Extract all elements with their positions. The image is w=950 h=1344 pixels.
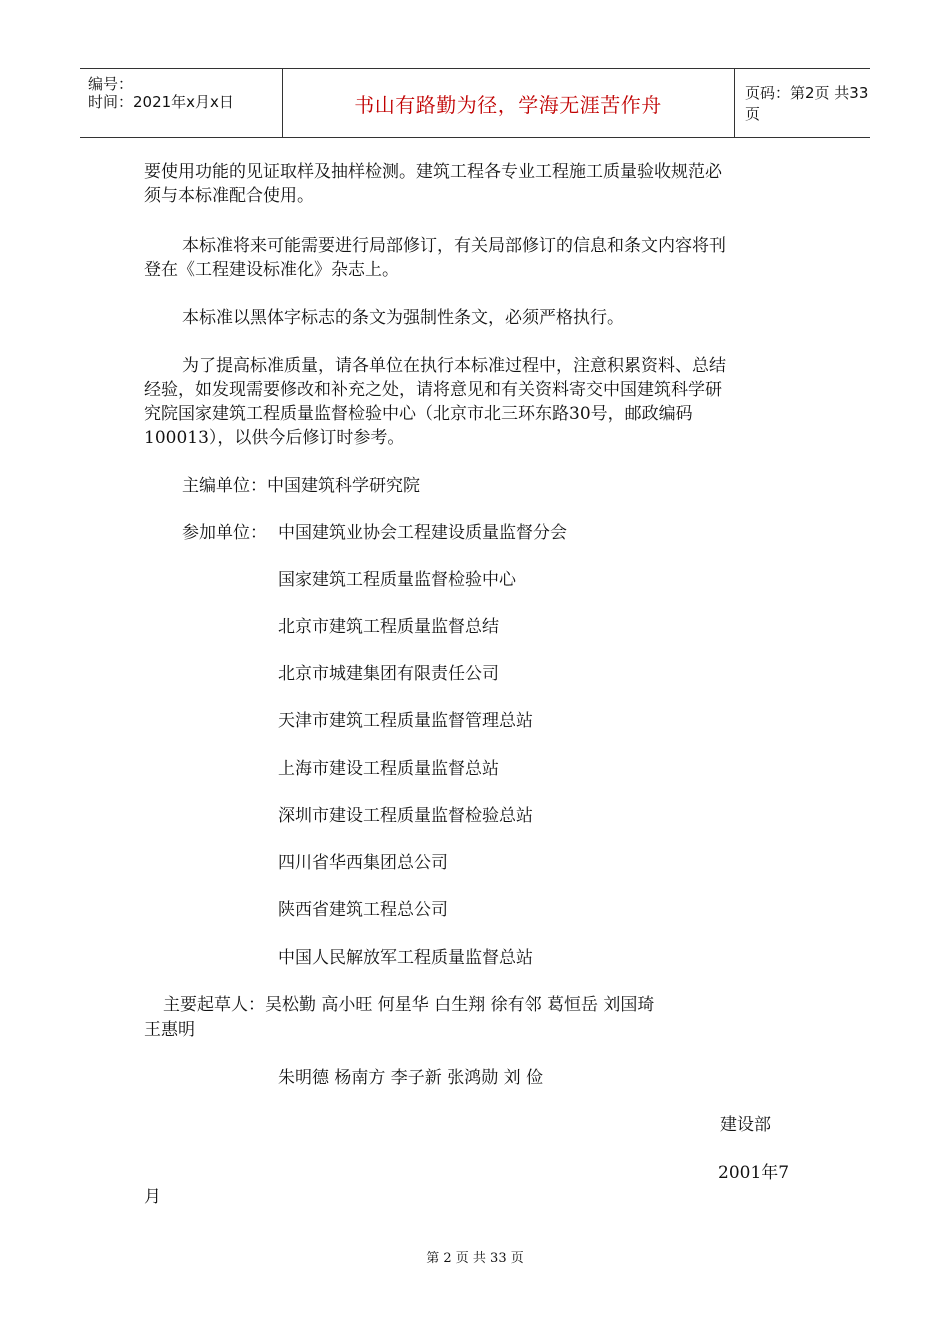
paragraph-line: 本标准将来可能需要进行局部修订，有关局部修订的信息和条文内容将刊 (182, 236, 726, 256)
header-meta (80, 69, 283, 137)
participant-item: 北京市建筑工程质量监督总结 (278, 617, 499, 637)
paragraph-line: 要使用功能的见证取样及抽样检测。建筑工程各专业工程施工质量验收规范必 (144, 162, 722, 182)
page-footer: 第 2 页 共 33 页 (426, 1251, 524, 1266)
chief-unit: 主编单位：中国建筑科学研究院 (182, 476, 420, 496)
participant-item: 陕西省建筑工程总公司 (278, 900, 448, 920)
paragraph-line: 本标准以黑体字标志的条文为强制性条文，必须严格执行。 (182, 308, 624, 328)
issuer: 建设部 (720, 1115, 771, 1135)
participant-item: 上海市建设工程质量监督总站 (278, 759, 499, 779)
participant-item: 国家建筑工程质量监督检验中心 (278, 570, 516, 590)
drafters-line: 王惠明 (144, 1020, 195, 1040)
header-motto-cell (282, 69, 735, 137)
paragraph-line: 100013），以供今后修订时参考。 (144, 428, 405, 448)
issue-date: 2001年7 (718, 1163, 790, 1183)
issue-date-month: 月 (144, 1187, 161, 1207)
document-time: 时间：2021年x月x日 (88, 93, 234, 111)
paragraph-line: 经验，如发现需要修改和补充之处，请将意见和有关资料寄交中国建筑科学研 (144, 380, 722, 400)
paragraph-line: 为了提高标准质量，请各单位在执行本标准过程中，注意积累资料、总结 (182, 356, 726, 376)
paragraph-line: 须与本标准配合使用。 (144, 186, 314, 206)
page-header (80, 68, 870, 138)
header-page-info: 页码：第2页 共33页 (745, 84, 869, 123)
drafters-line: 主要起草人：吴松勤 高小旺 何星华 白生翔 徐有邻 葛恒岳 刘国琦 (163, 995, 655, 1015)
participant-item: 四川省华西集团总公司 (278, 853, 448, 873)
paragraph-line: 登在《工程建设标准化》杂志上。 (144, 260, 399, 280)
participants-label: 参加单位： (182, 523, 267, 543)
participant-item: 北京市城建集团有限责任公司 (278, 664, 499, 684)
participant-item: 深圳市建设工程质量监督检验总站 (278, 806, 533, 826)
document-number-label: 编号： (88, 75, 134, 93)
paragraph-line: 究院国家建筑工程质量监督检验中心（北京市北三环东路30号，邮政编码 (144, 404, 693, 424)
participant-item: 中国人民解放军工程质量监督总站 (278, 948, 533, 968)
participant-item: 中国建筑业协会工程建设质量监督分会 (278, 523, 567, 543)
header-motto: 书山有路勤为径，学海无涯苦作舟 (354, 92, 662, 117)
header-page-cell (735, 69, 870, 137)
drafters-line: 朱明德 杨南方 李子新 张鸿勋 刘 俭 (278, 1068, 544, 1088)
participant-item: 天津市建筑工程质量监督管理总站 (278, 711, 533, 731)
